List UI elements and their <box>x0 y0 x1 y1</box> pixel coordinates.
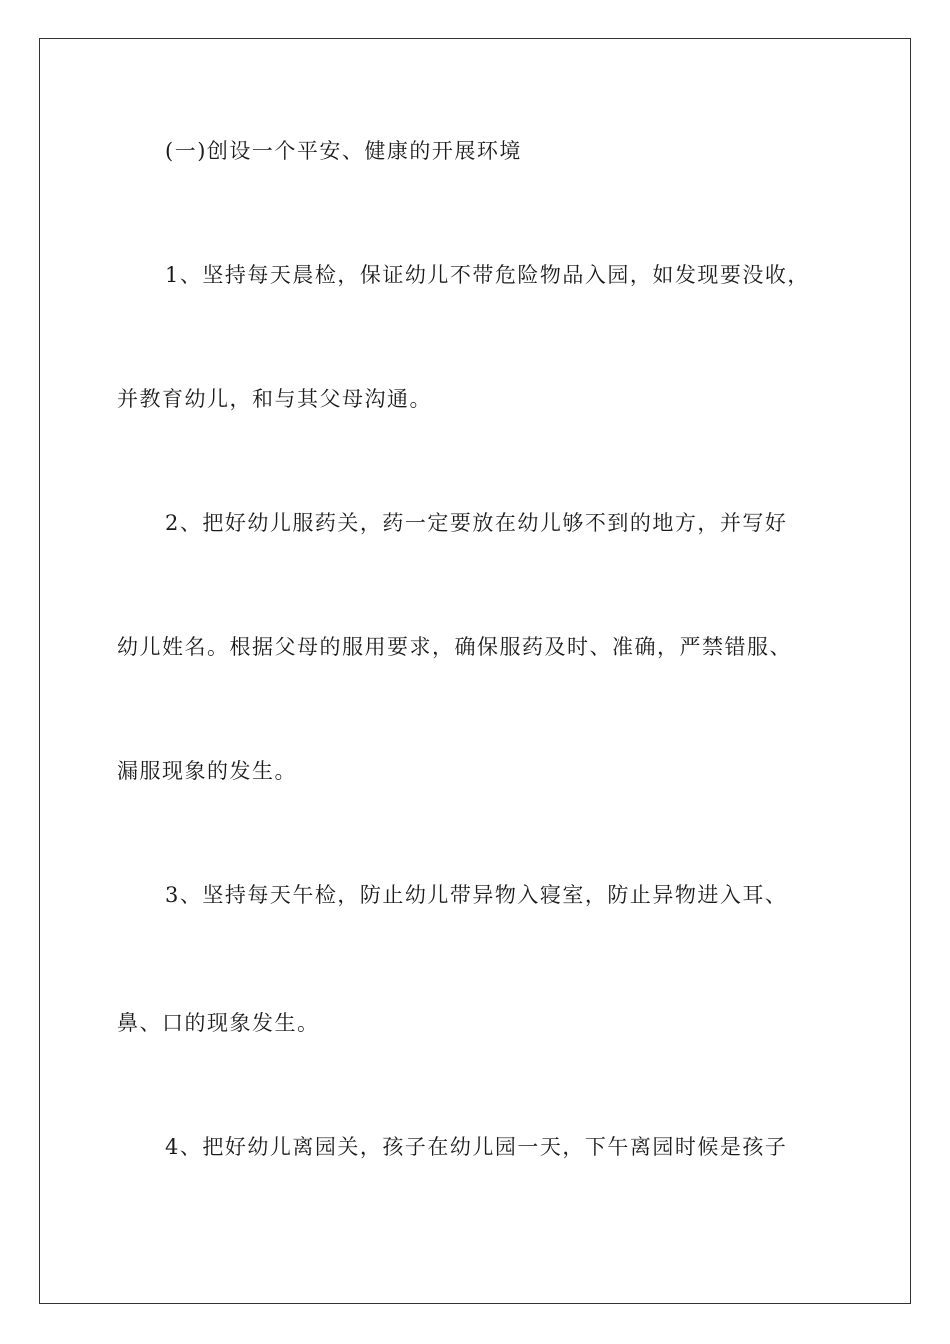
section-heading: (一)创设一个平安、健康的开展环境 <box>165 139 522 163</box>
paragraph-line: 并教育幼儿，和与其父母沟通。 <box>117 387 432 411</box>
paragraph-line: 2、把好幼儿服药关，药一定要放在幼儿够不到的地方，并写好 <box>165 511 788 535</box>
paragraph-line: 幼儿姓名。根据父母的服用要求，确保服药及时、准确，严禁错服、 <box>117 635 792 659</box>
paragraph-line: 3、坚持每天午检，防止幼儿带异物入寝室，防止异物进入耳、 <box>165 883 788 907</box>
page-border <box>39 38 911 1304</box>
paragraph-line: 漏服现象的发生。 <box>117 759 297 783</box>
paragraph-line: 鼻、口的现象发生。 <box>117 1011 320 1035</box>
paragraph-line: 4、把好幼儿离园关，孩子在幼儿园一天，下午离园时候是孩子 <box>165 1135 788 1159</box>
paragraph-line: 1、坚持每天晨检，保证幼儿不带危险物品入园，如发现要没收， <box>165 263 810 287</box>
